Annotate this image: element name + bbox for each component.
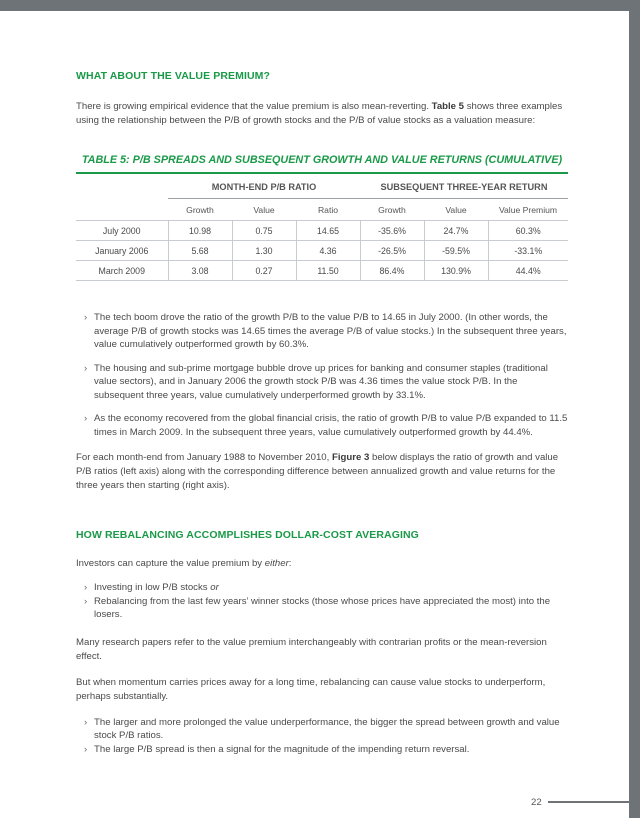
intro-text-2: shows three examples using the relationship between the P/B of growth stocks and the P/B of value stocks as a valuation measure: [76,101,563,126]
table-cell: 10.98 [168,221,232,241]
bullet-marker: › [84,312,88,323]
table-cell: 4.36 [296,241,360,261]
bullet-marker: › [84,362,88,374]
figure3-reference: Figure 3 [331,452,370,463]
column-header: Value Premium [488,199,568,221]
list-item [76,412,568,439]
or-emphasis: or [210,582,219,593]
capture-bullet-list [76,581,568,622]
intro-paragraph [76,100,568,128]
row-label: March 2009 [76,261,168,281]
research-paragraph: Many research papers refer to the value premium interchangeably with contrarian profits or the mean-reversion effect. [76,636,547,662]
rebalancing-intro-text: Investors can capture the value premium by [76,558,265,569]
table-cell: -33.1% [488,241,568,261]
list-item [76,595,568,622]
list-item [76,311,568,352]
table-cell: 24.7% [424,221,488,241]
example-bullet-list [76,311,568,439]
table-cell: 5.68 [168,241,232,261]
table-cell: 3.08 [168,261,232,281]
list-item [76,362,568,403]
table-cell: -35.6% [360,221,424,241]
bullet-text: The large P/B spread is then a signal for the magnitude of the impending return reversal. [94,743,470,755]
bullet-marker: › [84,595,88,607]
bullet-text: Rebalancing from the last few years’ winner stocks (those whose prices have appreciated the most) into the losers. [94,595,551,620]
table-cell: 60.3% [488,221,568,241]
table5-title: TABLE 5: P/B SPREADS AND SUBSEQUENT GROWTH AND VALUE RETURNS (CUMULATIVE) [81,154,563,166]
table5 [76,174,568,281]
bullet-text: The larger and more prolonged the value underperformance, the bigger the spread between growth and value stock P/B ratios. [94,716,560,741]
page-number: 22 [531,797,542,808]
page-number-rule [548,801,640,803]
table-cell: -26.5% [360,241,424,261]
right-border-bar [629,11,640,818]
figure3-paragraph [76,451,568,493]
table-cell: 130.9% [424,261,488,281]
table-cell: 86.4% [360,261,424,281]
column-header: Growth [360,199,424,221]
bullet-text: The housing and sub-prime mortgage bubble drove up prices for banking and consumer staples (traditional value sectors), and in January 2006 the growth stock P/B was 4.36 times the value stock P/B. In the subsequent three years, value cumulatively underperformed growth by 33.1%. [94,362,548,401]
rebalancing-intro-colon: : [288,558,292,569]
table-cell: 0.27 [232,261,296,281]
group-header-three-year-return: SUBSEQUENT THREE-YEAR RETURN [360,174,568,199]
table5-block [76,154,568,281]
top-border-bar [0,0,640,11]
rebalancing-intro [76,557,568,571]
column-header: Value [424,199,488,221]
list-item [76,743,568,757]
either-emphasis: either [264,558,289,569]
intro-text-1: There is growing empirical evidence that the value premium is also mean-reverting. [76,101,432,112]
bullet-text: As the economy recovered from the global financial crisis, the ratio of growth P/B to value P/B expanded to 11.5 times in March 2009. In the subsequent three years, value cumulatively outperformed growth by 44.4%. [94,413,568,438]
column-header-empty [76,199,168,221]
bullet-text: The tech boom drove the ratio of the growth P/B to the value P/B to 14.65 in July 2000. (In other words, the average P/B of growth stocks was 14.65 times the average P/B of value stocks.) In the subsequent three years, value cumulatively outperformed growth by 60.3%. [94,312,567,350]
section-heading-value-premium: WHAT ABOUT THE VALUE PREMIUM? [76,70,271,82]
section-heading-rebalancing: HOW REBALANCING ACCOMPLISHES DOLLAR-COST AVERAGING [76,529,419,541]
table-cell: -59.5% [424,241,488,261]
table5-reference: Table 5 [431,101,465,112]
figure-para-text-2: below displays the ratio of growth and value P/B ratios (left axis) along with the corresponding difference between annualized growth and value returns for the three years then starting (right axis). [76,452,559,491]
list-item [76,581,568,595]
table-cell: 0.75 [232,221,296,241]
table-row [76,241,568,261]
list-item [76,716,568,743]
bullet-marker: › [84,743,88,755]
bullet-marker: › [84,716,88,728]
table-row [76,261,568,281]
table-cell: 11.50 [296,261,360,281]
column-header: Ratio [296,199,360,221]
bullet-text: Investing in low P/B stocks [94,582,211,593]
spread-bullet-list [76,716,568,757]
table-cell: 1.30 [232,241,296,261]
momentum-paragraph: But when momentum carries prices away for a long time, rebalancing can cause value stocks to underperform, perhaps substantially. [76,676,546,702]
column-header: Value [232,199,296,221]
row-label: January 2006 [76,241,168,261]
bullet-marker: › [84,582,88,593]
column-header: Growth [168,199,232,221]
figure-para-text-1: For each month-end from January 1988 to November 2010, [76,452,332,463]
group-header-pb-ratio: MONTH-END P/B RATIO [168,174,360,199]
table-row [76,221,568,241]
table-cell: 14.65 [296,221,360,241]
bullet-marker: › [84,413,88,424]
table-corner-cell [76,174,168,199]
row-label: July 2000 [76,221,168,241]
page-content [76,70,568,756]
table-cell: 44.4% [488,261,568,281]
